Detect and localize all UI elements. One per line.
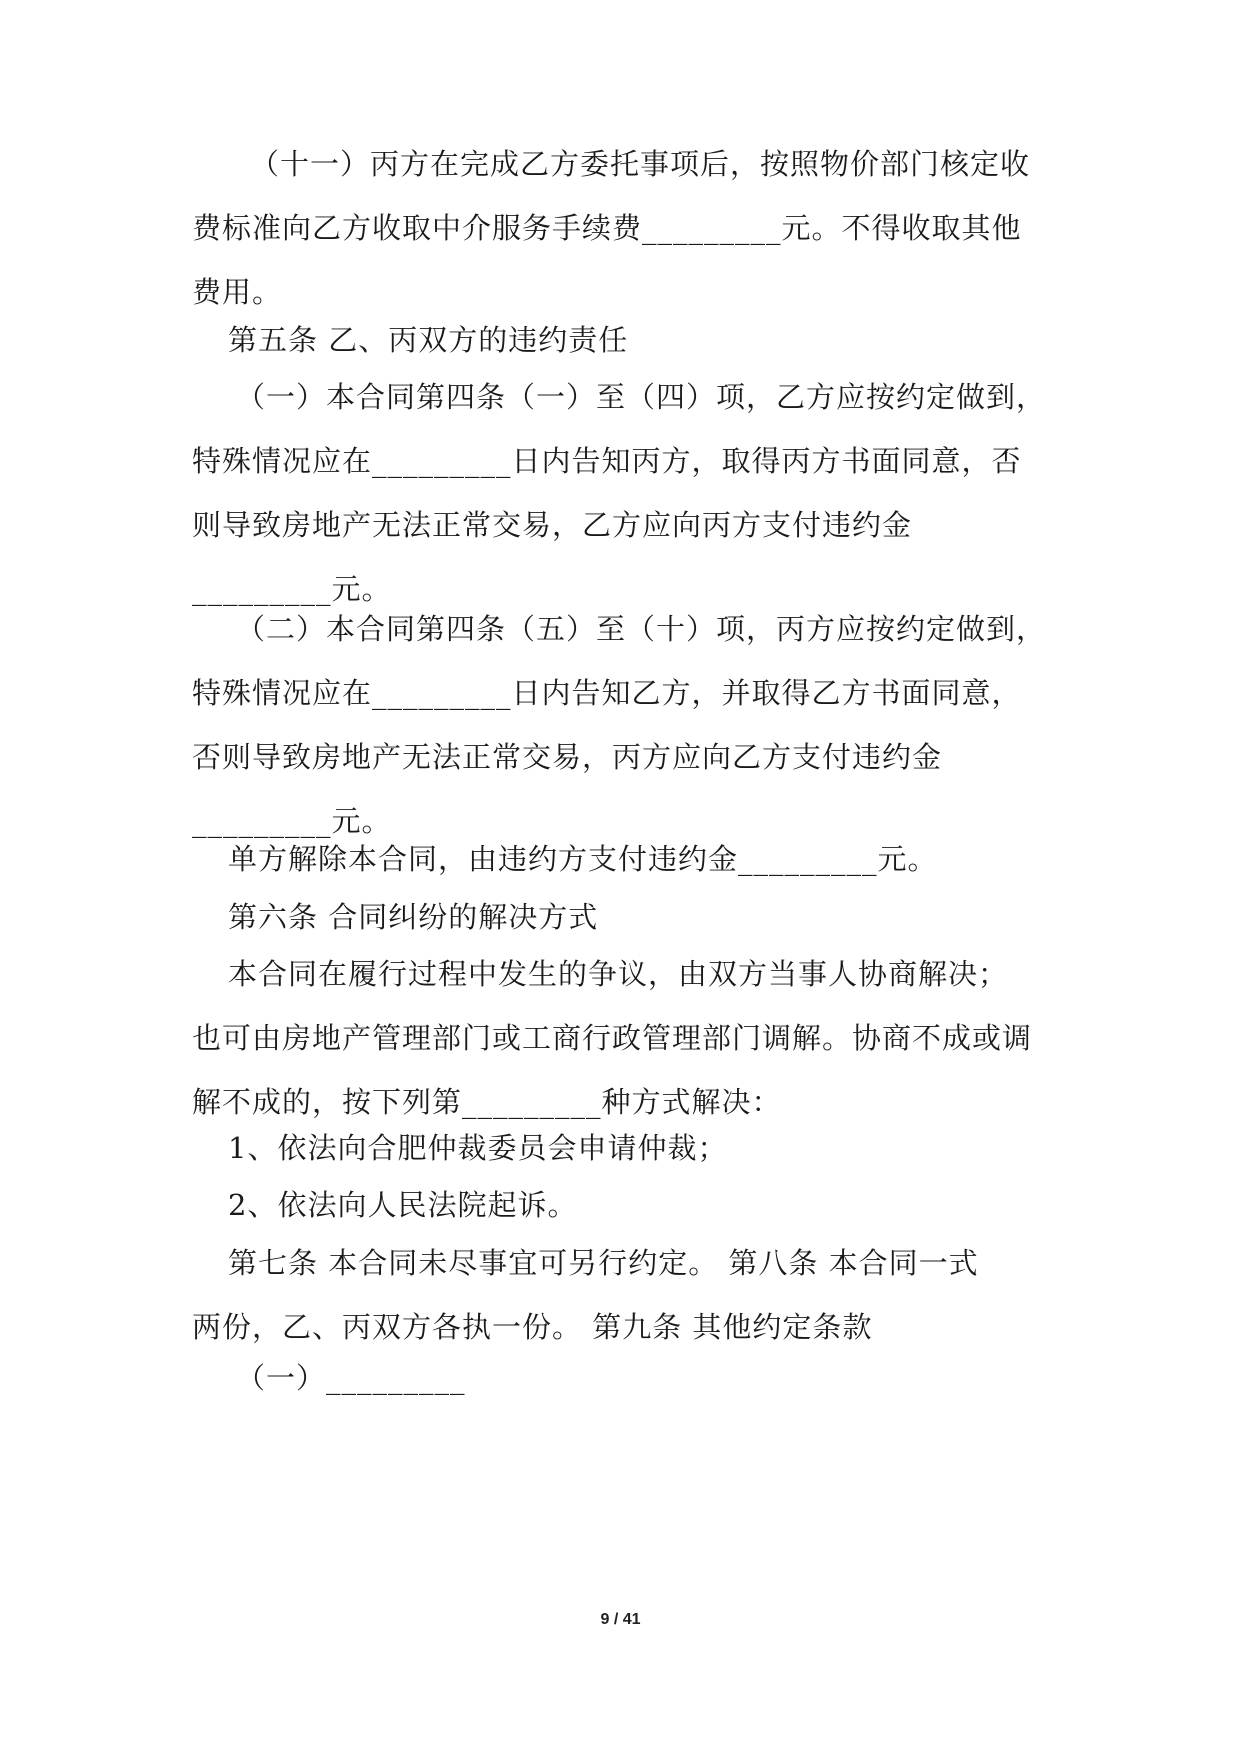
text-line: （一）本合同第四条（一）至（四）项，乙方应按约定做到，: [236, 380, 1047, 414]
text-line: _________元。: [192, 572, 392, 606]
paragraph-unilateral-termination: [192, 827, 1056, 891]
text-line: 1、依法向合肥仲裁委员会申请仲裁；: [228, 1131, 728, 1165]
text-line: 也可由房地产管理部门或工商行政管理部门调解。协商不成或调: [192, 1021, 1033, 1055]
text-line: 第五条 乙、丙双方的违约责任: [228, 323, 629, 357]
page-number: 9 / 41: [600, 1611, 641, 1628]
other-term-one: [192, 1346, 1056, 1410]
paragraph-eleven-fee: [192, 132, 1056, 324]
text-line: 否则导致房地产无法正常交易，丙方应向乙方支付违约金: [192, 740, 943, 774]
text-line: 第六条 合同纠纷的解决方式: [228, 900, 599, 934]
article-six-heading: [192, 885, 1056, 949]
text-line: 本合同在履行过程中发生的争议，由双方当事人协商解决；: [228, 957, 1009, 991]
option-arbitration: [192, 1116, 1056, 1180]
text-line: 特殊情况应在_________日内告知丙方，取得丙方书面同意，否: [192, 444, 1022, 478]
text-line: 解不成的，按下列第_________种方式解决：: [192, 1085, 782, 1119]
text-line: 费用。: [192, 275, 283, 309]
articles-seven-to-nine: [192, 1231, 1056, 1359]
text-line: _________元。: [192, 804, 392, 838]
text-line: 单方解除本合同，由违约方支付违约金_________元。: [228, 842, 938, 876]
text-line: 则导致房地产无法正常交易，乙方应向丙方支付违约金: [192, 508, 913, 542]
text-line: 费标准向乙方收取中介服务手续费_________元。不得收取其他: [192, 211, 1022, 245]
option-litigation: [192, 1173, 1056, 1237]
text-line: 特殊情况应在_________日内告知乙方，并取得乙方书面同意，: [192, 676, 1022, 710]
text-line: （一）_________: [236, 1361, 466, 1395]
text-line: 第七条 本合同未尽事宜可另行约定。 第八条 本合同一式: [228, 1246, 979, 1280]
paragraph-breach-party-b: [192, 365, 1056, 621]
article-five-heading: [192, 308, 1056, 372]
paragraph-dispute-resolution: [192, 942, 1056, 1134]
paragraph-breach-party-c: [192, 597, 1056, 853]
text-line: （二）本合同第四条（五）至（十）项，丙方应按约定做到，: [236, 612, 1047, 646]
text-line: 两份，乙、丙双方各执一份。 第九条 其他约定条款: [192, 1310, 873, 1344]
text-line: （十一）丙方在完成乙方委托事项后，按照物价部门核定收: [250, 147, 1031, 181]
text-line: 2、依法向人民法院起诉。: [228, 1188, 578, 1222]
